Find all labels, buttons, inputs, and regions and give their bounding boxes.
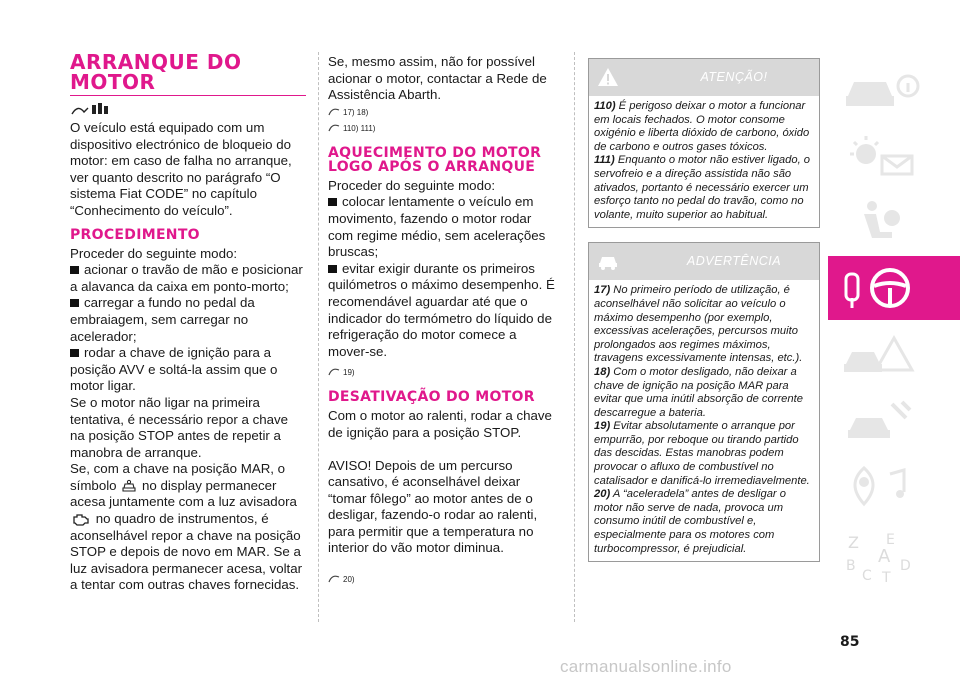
list-item: colocar lentamente o veículo em movimento, fazendo o motor rodar com regime médio, sem acelerações bruscas; (328, 194, 560, 260)
tab-starting-driving[interactable] (828, 256, 960, 320)
section-procedure-title: PROCEDIMENTO (70, 226, 200, 243)
list-item: 19) Evitar absolutamente o arranque por empurrão, por reboque ou tirando partido das descidas. Estas manobras podem provocar o afluxo de combustível no catalisador e danificá-lo irremediavelmente. (594, 420, 810, 487)
lights-mail-icon (842, 132, 922, 180)
warning-crash-icon (842, 330, 922, 378)
list-item: 18) Com o motor desligado, não deixar a chave de ignição na posição MAR para evitar que uma inútil absorção de corrente descarregue a bateria. (594, 365, 803, 419)
tab-safety[interactable] (828, 190, 960, 254)
seat-airbag-icon (842, 198, 922, 246)
section-warmup-title: AQUECIMENTO DO MOTOR LOGO APÓS O ARRANQUE (328, 144, 542, 175)
list-item: 110) É perigoso deixar o motor a funcionar em locais fechados. O motor consome oxigénio e liberta dióxido de carbono, óxido de carbono e outros gases tóxicos. (594, 100, 810, 153)
svg-text:B: B (846, 558, 856, 574)
attention-header (589, 59, 819, 96)
page-title: ARRANQUE DO MOTOR (70, 50, 242, 94)
shutdown-paragraph: Com o motor ao ralenti, rodar a chave de ignição para a posição STOP. (328, 408, 552, 440)
page-number: 85 (840, 634, 860, 650)
car-warning-icon (597, 251, 621, 271)
tab-vehicle-knowledge[interactable] (828, 58, 960, 122)
warning-ref: 19) (328, 366, 560, 380)
tab-lights-indicators[interactable] (828, 124, 960, 188)
list-item: acionar o travão de mão e posicionar a alavanca da caixa em ponto-morto; (70, 262, 306, 295)
title-rule (70, 95, 306, 96)
warning-title: ADVERTÊNCIA (686, 254, 782, 269)
title-icons (70, 102, 306, 118)
section-shutdown-title: DESATIVAÇÃO DO MOTOR (328, 389, 535, 406)
attention-box (588, 58, 820, 228)
column-divider (318, 52, 319, 622)
wrench-car-icon (842, 396, 922, 444)
warning-ref-icon (328, 366, 340, 376)
warning-triangle-icon (597, 67, 619, 87)
index-letters-icon (842, 528, 922, 584)
list-item: 20) A “aceleradela” antes de desligar o motor não serve de nada, provoca um consumo inútil de combustível e, especialmente para os motores com turbocompressor, é prejudicial. (594, 488, 786, 555)
list-item: carregar a fundo no pedal da embraiagem, sem carregar no acelerador; (70, 295, 306, 345)
warning-header (589, 243, 819, 280)
svg-text:Z: Z (848, 533, 859, 552)
list-item: 17) No primeiro período de utilização, é aconselhável não solicitar ao veículo o máximo desempenho (por exemplo, excessivas acelerações, percursos muito prolongados aos regimes máximos, travagens excessivamente intensas, etc.). (594, 284, 803, 365)
attention-ref-icon (328, 122, 340, 132)
car-info-icon (842, 66, 922, 114)
warning-ref-icon (328, 106, 340, 116)
attention-ref: 110) 111) (328, 122, 560, 136)
list-item: rodar a chave de ignição para a posição AVV e soltá-la assim que o motor ligar. (70, 345, 306, 395)
column-1 (70, 52, 306, 594)
intro-paragraph: O veículo está equipado com um dispositivo electrónico de bloqueio do motor: em caso de falha no arranque, ver quanto descrito no parágrafo “O sistema Fiat CODE” no capítulo “Conhecimento do veículo”. (70, 120, 292, 218)
retry-paragraph: Se o motor não ligar na primeira tentativa, é necessário repor a chave na posição STOP antes de repetir a manobra de arranque. (70, 394, 289, 460)
warning-body (589, 280, 819, 561)
attention-body (589, 96, 819, 227)
symbol-paragraph: Se, com a chave na posição MAR, o símbolo no display permanecer acesa juntamente com a luz avisadora no quadro de instrumentos, é aconselhável repor a chave na posição STOP e depois de novo em MAR. Se a luz avisadora permanecer acesa, voltar a tentar com outras chaves fornecidas. (70, 461, 303, 593)
tools-icon (70, 102, 112, 116)
list-item: 111) Enquanto o motor não estiver ligado, o servofreio e a direção assistida não são ativados, portanto é necessário exercer um esforço tanto no pedal do travão, como no volante, muito superior ao habitual. (594, 154, 811, 221)
warning-ref: 20) (328, 573, 560, 587)
notice-paragraph: AVISO! Depois de um percurso cansativo, é aconselhável deixar “tomar fôlego” ao motor antes de o desligar, fazendo-o rodar ao ralenti, para permitir que a temperatura no interior do vão motor diminua. (328, 457, 538, 556)
key-steering-icon (842, 264, 922, 312)
tab-maintenance[interactable] (828, 388, 960, 452)
column-divider (574, 52, 575, 622)
svg-text:C: C (862, 568, 872, 584)
watermark: carmanualsonline.info (560, 657, 732, 676)
tab-multimedia[interactable] (828, 454, 960, 518)
warning-ref: 17) 18) (328, 106, 560, 120)
svg-text:T: T (882, 570, 891, 584)
attention-title: ATENÇÃO! (700, 70, 768, 84)
warning-ref-icon (328, 573, 340, 583)
tab-index[interactable] (828, 520, 960, 584)
column-2 (328, 54, 560, 587)
column-3 (588, 58, 820, 576)
list-item: evitar exigir durante os primeiros quilómetros o máximo desempenho. É recomendável aguardar até que o indicador do termómetro do líquido de refrigeração do motor comece a mover-se. (328, 261, 560, 361)
assistance-paragraph: Se, mesmo assim, não for possível acionar o motor, contactar a Rede de Assistência Abarth. (328, 54, 547, 103)
code-car-icon (122, 479, 136, 493)
tab-emergency[interactable] (828, 322, 960, 386)
procedure-intro: Proceder do seguinte modo: (70, 245, 238, 261)
svg-text:E: E (886, 532, 895, 548)
media-nav-icon (842, 462, 922, 510)
svg-text:A: A (878, 546, 891, 567)
svg-text:D: D (900, 558, 911, 574)
warmup-intro: Proceder do seguinte modo: (328, 177, 496, 193)
engine-warning-icon (72, 513, 90, 526)
warning-box (588, 242, 820, 562)
